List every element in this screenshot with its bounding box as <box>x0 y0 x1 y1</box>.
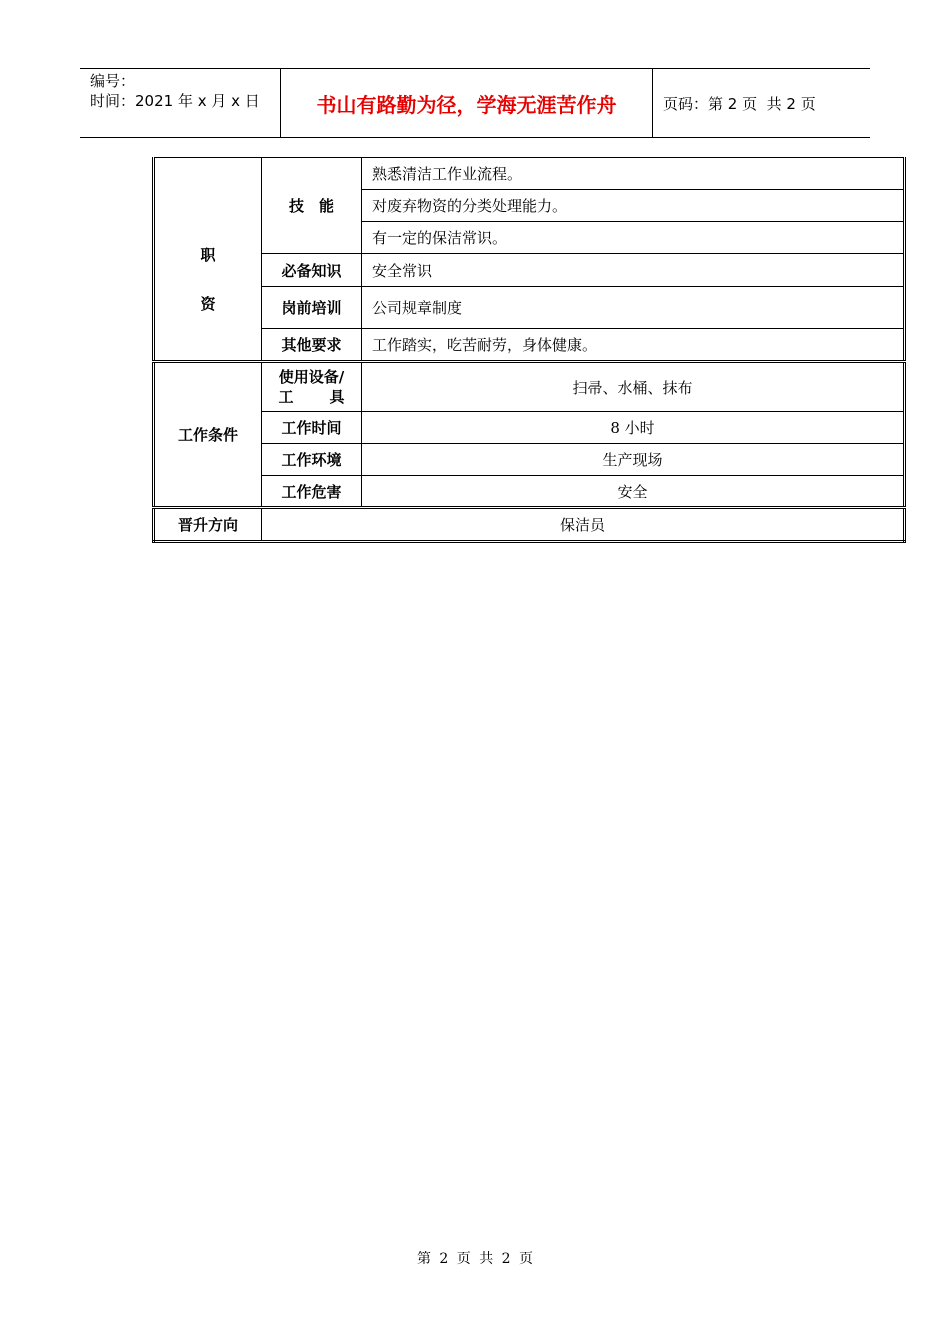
work-environment-label: 工作环境 <box>262 444 362 476</box>
promotion-value: 保洁员 <box>262 508 905 542</box>
other-requirements-label: 其他要求 <box>262 329 362 362</box>
work-conditions-label: 工作条件 <box>154 362 262 508</box>
work-time-value: 8 小时 <box>362 412 905 444</box>
training-label: 岗前培训 <box>262 287 362 329</box>
header-page-info-text: 页码：第 2 页 共 2 页 <box>663 94 816 113</box>
document-number-label: 编号： <box>90 72 136 90</box>
qualification-label-2: 资 <box>200 295 216 313</box>
promotion-label: 晋升方向 <box>154 508 262 542</box>
header-motto: 书山有路勤为径，学海无涯苦作舟 <box>280 69 653 137</box>
tools-label <box>262 362 362 412</box>
skill-item: 熟悉清洁工作业流程。 <box>362 158 905 190</box>
other-requirements-value: 工作踏实，吃苦耐劳，身体健康。 <box>362 329 905 362</box>
work-hazard-value: 安全 <box>362 476 905 508</box>
work-hazard-label: 工作危害 <box>262 476 362 508</box>
tools-label-line-1: 使用设备/ <box>278 368 345 386</box>
qualification-label-1: 职 <box>200 246 216 264</box>
skill-item: 有一定的保洁常识。 <box>362 222 905 254</box>
tools-value: 扫帚、水桶、抹布 <box>362 362 905 412</box>
page-header <box>80 68 870 138</box>
skill-item: 对废弃物资的分类处理能力。 <box>362 190 905 222</box>
skills-label: 技 能 <box>262 158 362 254</box>
work-time-label: 工作时间 <box>262 412 362 444</box>
page-footer: 第 2 页 共 2 页 <box>416 1251 534 1267</box>
knowledge-value: 安全常识 <box>362 254 905 287</box>
header-page-info <box>653 69 870 137</box>
qualification-category <box>154 158 262 362</box>
tools-label-line-2b: 具 <box>329 388 345 406</box>
header-meta <box>80 69 280 137</box>
tools-label-line-2a: 工 <box>278 388 294 406</box>
job-description-table <box>152 157 909 549</box>
training-value: 公司规章制度 <box>362 287 905 329</box>
knowledge-label: 必备知识 <box>262 254 362 287</box>
document-date: 时间：2021 年 x 月 x 日 <box>90 92 260 110</box>
work-environment-value: 生产现场 <box>362 444 905 476</box>
